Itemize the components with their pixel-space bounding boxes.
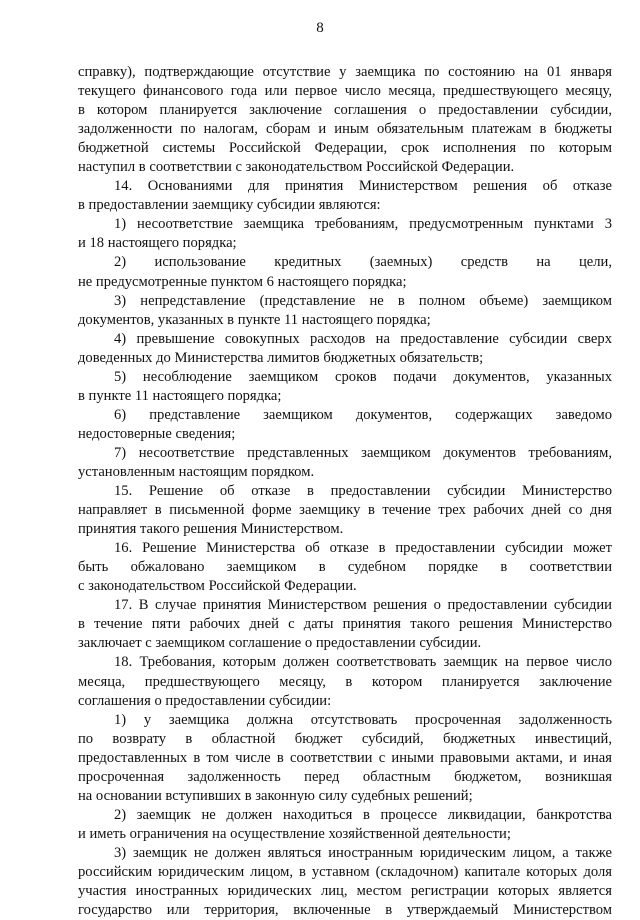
text-line: принятия такого решения Министерством. <box>78 521 344 538</box>
text-line: в котором планируется заключение соглашения о предоставлении субсидии, <box>78 102 612 119</box>
text-line: доведенных до Министерства лимитов бюджетных обязательств; <box>78 349 484 366</box>
text-line: 1) несоответствие заемщика требованиям, предусмотренным пунктами 3 <box>114 216 612 233</box>
text-line: заключает с заемщиком соглашение о предоставлении субсидии. <box>78 635 482 652</box>
page-number: 8 <box>316 20 324 36</box>
text-line: 6) представление заемщиком документов, содержащих заведомо <box>114 406 612 423</box>
text-line: текущего финансового года или первое число месяца, предшествующего месяцу, <box>78 83 612 100</box>
text-line: предоставленных в том числе в соответствии с иными правовыми актами, и иная <box>78 749 612 766</box>
text-line: на основании вступивших в законную силу судебных решений; <box>78 787 473 804</box>
text-line: 17. В случае принятия Министерством решения о предоставлении субсидии <box>114 597 612 614</box>
text-line: направляет в письменной форме заемщику в течение трех рабочих дней со дня <box>78 502 612 519</box>
text-line: по возврату в областной бюджет субсидий, бюджетных инвестиций, <box>78 730 612 747</box>
text-line: в пункте 11 настоящего порядка; <box>78 387 282 404</box>
text-line: документов, указанных в пункте 11 настоящего порядка; <box>78 311 431 328</box>
text-line: в течение пяти рабочих дней с даты принятия такого решения Министерство <box>78 616 612 633</box>
text-line: государство или территория, включенные в утверждаемый Министерством <box>78 902 612 919</box>
text-line: быть обжаловано заемщиком в судебном порядке в соответствии <box>78 559 612 576</box>
text-line: соглашения о предоставлении субсидии: <box>78 692 332 709</box>
text-line: бюджетной системы Российской Федерации, срок исполнения по которым <box>78 140 612 157</box>
text-line: 7) несоответствие представленных заемщиком документов требованиям, <box>114 444 612 461</box>
text-line: в предоставлении заемщику субсидии являются: <box>78 197 381 214</box>
text-line: установленным настоящим порядком. <box>78 463 315 480</box>
text-line: 4) превышение совокупных расходов на предоставление субсидии сверх <box>114 330 612 347</box>
text-line: и иметь ограничения на осуществление хозяйственной деятельности; <box>78 825 511 842</box>
text-line: 2) использование кредитных (заемных) средств на цели, <box>114 254 612 271</box>
text-line: 3) заемщик не должен являться иностранным юридическим лицом, а также <box>114 844 612 861</box>
text-line: 2) заемщик не должен находиться в процессе ликвидации, банкротства <box>114 806 612 823</box>
text-line: недостоверные сведения; <box>78 425 236 442</box>
text-line: 14. Основаниями для принятия Министерством решения об отказе <box>114 178 612 195</box>
text-line: с законодательством Российской Федерации. <box>78 578 357 595</box>
text-line: задолженности по налогам, сборам и иным обязательным платежам в бюджеты <box>78 121 612 138</box>
text-line: 15. Решение об отказе в предоставлении субсидии Министерство <box>114 483 612 500</box>
text-line: 16. Решение Министерства об отказе в предоставлении субсидии может <box>114 540 612 557</box>
text-line: 1) у заемщика должна отсутствовать просроченная задолженность <box>114 711 612 728</box>
text-line: месяца, предшествующего месяцу, в котором планируется заключение <box>78 673 612 690</box>
text-line: российским юридическим лицом, в уставном (складочном) капитале которых доля <box>78 863 612 880</box>
text-line: 3) непредставление (представление не в полном объеме) заемщиком <box>114 292 612 309</box>
document-body <box>78 63 612 920</box>
text-line: 5) несоблюдение заемщиком сроков подачи документов, указанных <box>114 368 612 385</box>
text-line: и 18 настоящего порядка; <box>78 235 237 252</box>
text-line: просроченная задолженность перед областным бюджетом, возникшая <box>78 768 612 785</box>
text-line: не предусмотренные пунктом 6 настоящего порядка; <box>78 273 407 290</box>
text-line: участия иностранных юридических лиц, местом регистрации которых является <box>78 883 612 900</box>
text-line: справку), подтверждающие отсутствие у заемщика по состоянию на 01 января <box>78 64 612 80</box>
text-line: наступил в соответствии с законодательством Российской Федерации. <box>78 159 515 176</box>
text-line: 18. Требования, которым должен соответствовать заемщик на первое число <box>114 654 612 671</box>
